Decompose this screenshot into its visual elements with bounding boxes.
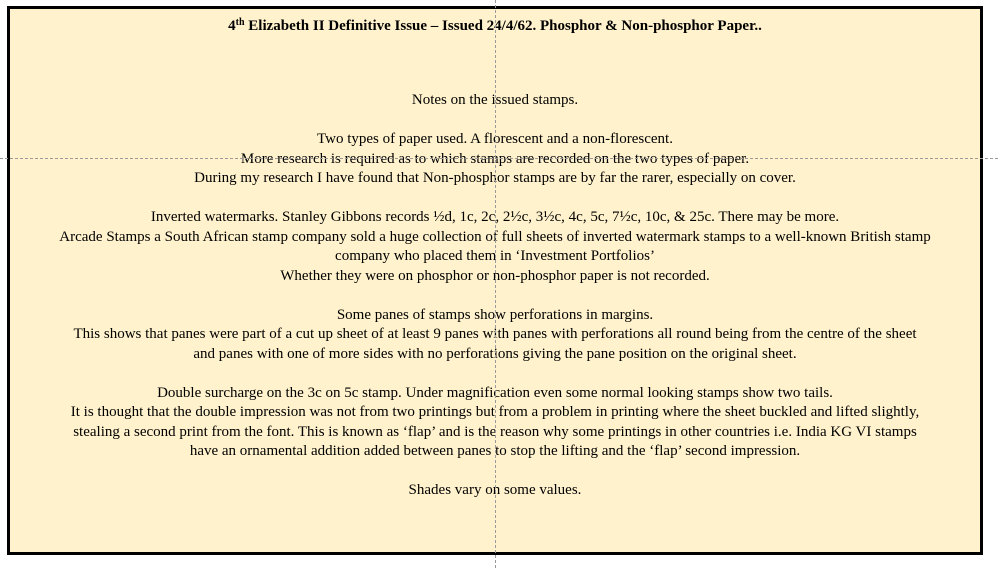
paragraph-shades [10, 481, 980, 501]
title-ordinal-suffix: th [235, 17, 245, 28]
text-line: Shades vary on some values. [408, 482, 582, 498]
text-line: Notes on the issued stamps. [411, 92, 579, 108]
document-page [7, 6, 983, 555]
notes-body [10, 91, 980, 520]
text-line: It is thought that the double impression was not from two printings but from a problem in printing where the sheet buckled and lifted slightly, [70, 404, 920, 420]
text-line: Whether they were on phosphor or non-phosphor paper is not recorded. [280, 267, 710, 284]
text-line: company who placed them in ‘Investment Portfolios’ [335, 248, 655, 264]
text-line: Two types of paper used. A florescent and a non-florescent. [317, 131, 673, 147]
text-line: This shows that panes were part of a cut up sheet of at least 9 panes with panes with perforations all round being from the centre of the sheet [73, 326, 917, 342]
text-line: Double surcharge on the 3c on 5c stamp. Under magnification even some normal looking stamps show two tails. [157, 384, 833, 401]
text-line: Arcade Stamps a South African stamp company sold a huge collection of full sheets of inverted watermark stamps to a well-known British stamp [59, 228, 931, 245]
text-line: More research is required as to which stamps are recorded on the two types of paper. [240, 150, 750, 167]
title-text: Elizabeth II Definitive Issue – Issued 24/4/62. Phosphor & Non-phosphor Paper.. [244, 18, 762, 34]
title-ordinal: 4 [228, 18, 236, 34]
text-line: During my research I have found that Non-phosphor stamps are by far the rarer, especially on cover. [194, 170, 796, 186]
paragraph-intro [10, 91, 980, 111]
paragraph-inverted-watermarks [10, 208, 980, 286]
paragraph-paper-types [10, 130, 980, 189]
text-line: and panes with one of more sides with no perforations giving the pane position on the original sheet. [193, 345, 797, 362]
text-line: have an ornamental addition added between panes to stop the lifting and the ‘flap’ second impression. [189, 443, 801, 459]
text-line: Inverted watermarks. Stanley Gibbons records ½d, 1c, 2c, 2½c, 3½c, 4c, 5c, 7½c, 10c, & 25c. There may be more. [150, 209, 840, 225]
page-title [10, 17, 980, 35]
paragraph-perforations [10, 306, 980, 365]
paragraph-double-surcharge [10, 384, 980, 462]
text-line: stealing a second print from the font. This is known as ‘flap’ and is the reason why some printings in other countries i.e. India KG VI stamps [73, 423, 917, 440]
text-line: Some panes of stamps show perforations in margins. [336, 306, 654, 323]
